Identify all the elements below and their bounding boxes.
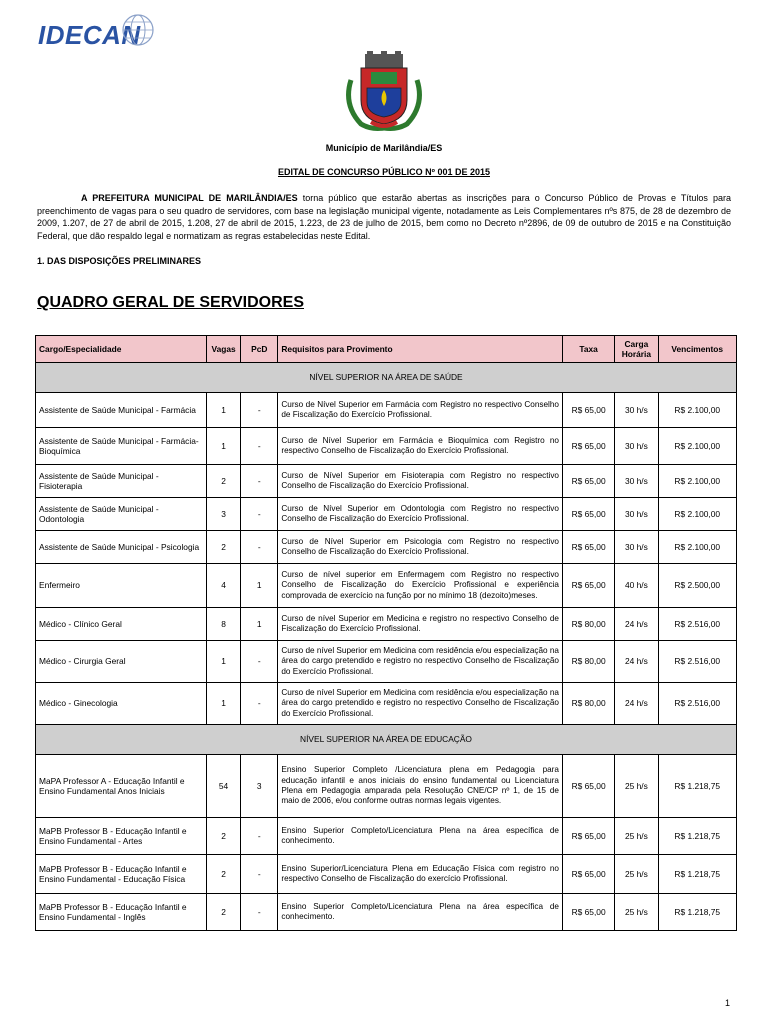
cell-pcd: - [241, 641, 278, 683]
cell-carga: 30 h/s [615, 465, 658, 498]
intro-paragraph [37, 192, 731, 242]
cell-taxa: R$ 65,00 [562, 531, 614, 564]
table-title: QUADRO GERAL DE SERVIDORES [37, 294, 305, 311]
cell-pcd: - [241, 393, 278, 428]
table-row [36, 683, 737, 725]
cell-requisitos: Curso de Nível Superior em Fisioterapia com Registro no respectivo Conselho de Fiscalização do Exercício Profissional. [278, 465, 563, 498]
cell-pcd: - [241, 428, 278, 465]
cell-vagas: 1 [206, 683, 240, 725]
cell-vencimentos: R$ 2.100,00 [658, 465, 737, 498]
group-title: NÍVEL SUPERIOR NA ÁREA DE EDUCAÇÃO [36, 725, 737, 755]
cell-pcd: - [241, 818, 278, 855]
header-vagas: Vagas [206, 336, 240, 363]
cell-taxa: R$ 65,00 [562, 428, 614, 465]
cell-cargo: Enfermeiro [36, 564, 207, 608]
cell-vagas: 2 [206, 465, 240, 498]
servers-table [35, 335, 737, 931]
cell-requisitos: Ensino Superior Completo /Licenciatura plena em Pedagogia para educação infantil e anos iniciais do ensino fundamental ou Licenciatura Plena em Pedagogia amparada pela Resolução CNE/CP nº 1, de 15 de maio de 2006, e/ou conforme outras normas legais vigentes. [278, 755, 563, 818]
cell-cargo: Médico - Clínico Geral [36, 608, 207, 641]
cell-carga: 24 h/s [615, 608, 658, 641]
edital-title: EDITAL DE CONCURSO PÚBLICO Nº 001 DE 2015 [277, 167, 490, 177]
cell-vencimentos: R$ 2.100,00 [658, 498, 737, 531]
cell-carga: 30 h/s [615, 498, 658, 531]
cell-requisitos: Curso de Nível Superior em Farmácia e Bioquímica com Registro no respectivo Conselho de Fiscalização do Exercício Profissional. [278, 428, 563, 465]
logo-text: IDECAN [38, 20, 141, 50]
cell-taxa: R$ 65,00 [562, 855, 614, 894]
cell-requisitos: Ensino Superior Completo/Licenciatura Plena na área específica de conhecimento. [278, 818, 563, 855]
cell-vencimentos: R$ 2.100,00 [658, 428, 737, 465]
table-row [36, 608, 737, 641]
table-row [36, 564, 737, 608]
cell-carga: 24 h/s [615, 641, 658, 683]
table-row [36, 818, 737, 855]
cell-cargo: Assistente de Saúde Municipal - Odontologia [36, 498, 207, 531]
section-title: 1. DAS DISPOSIÇÕES PRELIMINARES [37, 256, 202, 266]
cell-requisitos: Ensino Superior/Licenciatura Plena em Educação Física com registro no respectivo Conselho de Fiscalização do exercício Profissional. [278, 855, 563, 894]
cell-cargo: MaPA Professor A - Educação Infantil e Ensino Fundamental Anos Iniciais [36, 755, 207, 818]
cell-taxa: R$ 65,00 [562, 564, 614, 608]
cell-taxa: R$ 65,00 [562, 465, 614, 498]
header-taxa: Taxa [562, 336, 614, 363]
cell-cargo: Médico - Cirurgia Geral [36, 641, 207, 683]
page-number: 1 [724, 998, 730, 1008]
table-row [36, 855, 737, 894]
cell-requisitos: Curso de nível Superior em Medicina e registro no respectivo Conselho de Fiscalização do Exercício Profissional. [278, 608, 563, 641]
cell-requisitos: Curso de nível Superior em Medicina com residência e/ou especialização na área do cargo pretendido e registro no respectivo Conselho de Fiscalização do Exercício Profissional. [278, 641, 563, 683]
cell-taxa: R$ 80,00 [562, 641, 614, 683]
cell-vencimentos: R$ 1.218,75 [658, 855, 737, 894]
cell-cargo: Assistente de Saúde Municipal - Fisioterapia [36, 465, 207, 498]
cell-pcd: - [241, 465, 278, 498]
cell-taxa: R$ 65,00 [562, 818, 614, 855]
header-requisitos: Requisitos para Provimento [278, 336, 563, 363]
table-row [36, 498, 737, 531]
cell-carga: 25 h/s [615, 894, 658, 931]
cell-requisitos: Curso de Nível Superior em Farmácia com Registro no respectivo Conselho de Fiscalização do Exercício Profissional. [278, 393, 563, 428]
cell-cargo: MaPB Professor B - Educação Infantil e Ensino Fundamental - Inglês [36, 894, 207, 931]
table-row [36, 465, 737, 498]
municipal-coat-of-arms-icon [341, 50, 427, 132]
table-row [36, 641, 737, 683]
cell-vagas: 1 [206, 641, 240, 683]
cell-taxa: R$ 80,00 [562, 608, 614, 641]
cell-carga: 30 h/s [615, 531, 658, 564]
cell-pcd: - [241, 531, 278, 564]
cell-vencimentos: R$ 1.218,75 [658, 818, 737, 855]
cell-vagas: 2 [206, 818, 240, 855]
cell-carga: 40 h/s [615, 564, 658, 608]
cell-carga: 25 h/s [615, 755, 658, 818]
table-header-row [36, 336, 737, 363]
cell-vagas: 8 [206, 608, 240, 641]
cell-requisitos: Ensino Superior Completo/Licenciatura Plena na área específica de conhecimento. [278, 894, 563, 931]
cell-carga: 30 h/s [615, 393, 658, 428]
cell-cargo: Assistente de Saúde Municipal - Farmácia-Bioquímica [36, 428, 207, 465]
cell-cargo: MaPB Professor B - Educação Infantil e Ensino Fundamental - Artes [36, 818, 207, 855]
table-row [36, 894, 737, 931]
cell-vencimentos: R$ 2.516,00 [658, 683, 737, 725]
cell-vencimentos: R$ 1.218,75 [658, 894, 737, 931]
group-row [36, 363, 737, 393]
idecan-logo [38, 12, 150, 54]
cell-pcd: 3 [241, 755, 278, 818]
table-row [36, 531, 737, 564]
cell-vagas: 54 [206, 755, 240, 818]
cell-pcd: - [241, 498, 278, 531]
header-carga: Carga Horária [615, 336, 658, 363]
cell-vencimentos: R$ 2.100,00 [658, 393, 737, 428]
table-row [36, 428, 737, 465]
group-row [36, 725, 737, 755]
cell-vencimentos: R$ 1.218,75 [658, 755, 737, 818]
cell-requisitos: Curso de Nível Superior em Odontologia com Registro no respectivo Conselho de Fiscalização do Exercício Profissional. [278, 498, 563, 531]
intro-text: torna público que estarão abertas as inscrições para o Concurso Público de Provas e Títulos para preenchimento de vagas para o seu quadro de servidores, com base na legislação municipal vigente, notadamente as Leis Complementares nºs 875, de 28 de dezembro de 2009, 1.207, de 27 de abril de 2015, 1.208, 27 de abril de 2015, 1.223, de 23 de julho de 2015, bem como no Decreto nº2896, de 09 de outubro de 2015 e na Constituição Federal, que dão respaldo legal e normatizam as regras estabelecidas neste Edital. [37, 193, 731, 241]
group-title: NÍVEL SUPERIOR NA ÁREA DE SAÚDE [36, 363, 737, 393]
cell-vencimentos: R$ 2.500,00 [658, 564, 737, 608]
cell-requisitos: Curso de Nível Superior em Psicologia com Registro no respectivo Conselho de Fiscalização do Exercício Profissional. [278, 531, 563, 564]
cell-vencimentos: R$ 2.516,00 [658, 608, 737, 641]
cell-taxa: R$ 65,00 [562, 498, 614, 531]
cell-carga: 24 h/s [615, 683, 658, 725]
cell-vencimentos: R$ 2.516,00 [658, 641, 737, 683]
cell-taxa: R$ 65,00 [562, 755, 614, 818]
table-row [36, 755, 737, 818]
table-row [36, 393, 737, 428]
cell-cargo: Assistente de Saúde Municipal - Psicologia [36, 531, 207, 564]
cell-carga: 25 h/s [615, 855, 658, 894]
cell-vagas: 2 [206, 531, 240, 564]
cell-requisitos: Curso de nível Superior em Medicina com residência e/ou especialização na área do cargo pretendido e registro no respectivo Conselho de Fiscalização do Exercício Profissional. [278, 683, 563, 725]
cell-cargo: Médico - Ginecologia [36, 683, 207, 725]
cell-vagas: 4 [206, 564, 240, 608]
cell-pcd: - [241, 683, 278, 725]
header-pcd: PcD [241, 336, 278, 363]
cell-taxa: R$ 80,00 [562, 683, 614, 725]
intro-lead: A PREFEITURA MUNICIPAL DE MARILÂNDIA/ES [81, 193, 298, 203]
cell-carga: 30 h/s [615, 428, 658, 465]
cell-vagas: 2 [206, 855, 240, 894]
cell-vagas: 3 [206, 498, 240, 531]
header-vencimentos: Vencimentos [658, 336, 737, 363]
cell-requisitos: Curso de nível superior em Enfermagem com Registro no respectivo Conselho de Fiscalização do Exercício Profissional e experiência comprovada de exercício na função por no mínimo 18 (dezoito)meses. [278, 564, 563, 608]
cell-vagas: 1 [206, 428, 240, 465]
globe-icon [116, 12, 156, 52]
header-cargo: Cargo/Especialidade [36, 336, 207, 363]
cell-carga: 25 h/s [615, 818, 658, 855]
cell-vagas: 2 [206, 894, 240, 931]
table-body [36, 363, 737, 931]
cell-cargo: Assistente de Saúde Municipal - Farmácia [36, 393, 207, 428]
cell-pcd: - [241, 894, 278, 931]
cell-pcd: - [241, 855, 278, 894]
cell-pcd: 1 [241, 564, 278, 608]
cell-pcd: 1 [241, 608, 278, 641]
cell-vencimentos: R$ 2.100,00 [658, 531, 737, 564]
cell-vagas: 1 [206, 393, 240, 428]
cell-taxa: R$ 65,00 [562, 894, 614, 931]
cell-taxa: R$ 65,00 [562, 393, 614, 428]
municipality-name: Município de Marilândia/ES [325, 143, 443, 153]
cell-cargo: MaPB Professor B - Educação Infantil e Ensino Fundamental - Educação Física [36, 855, 207, 894]
